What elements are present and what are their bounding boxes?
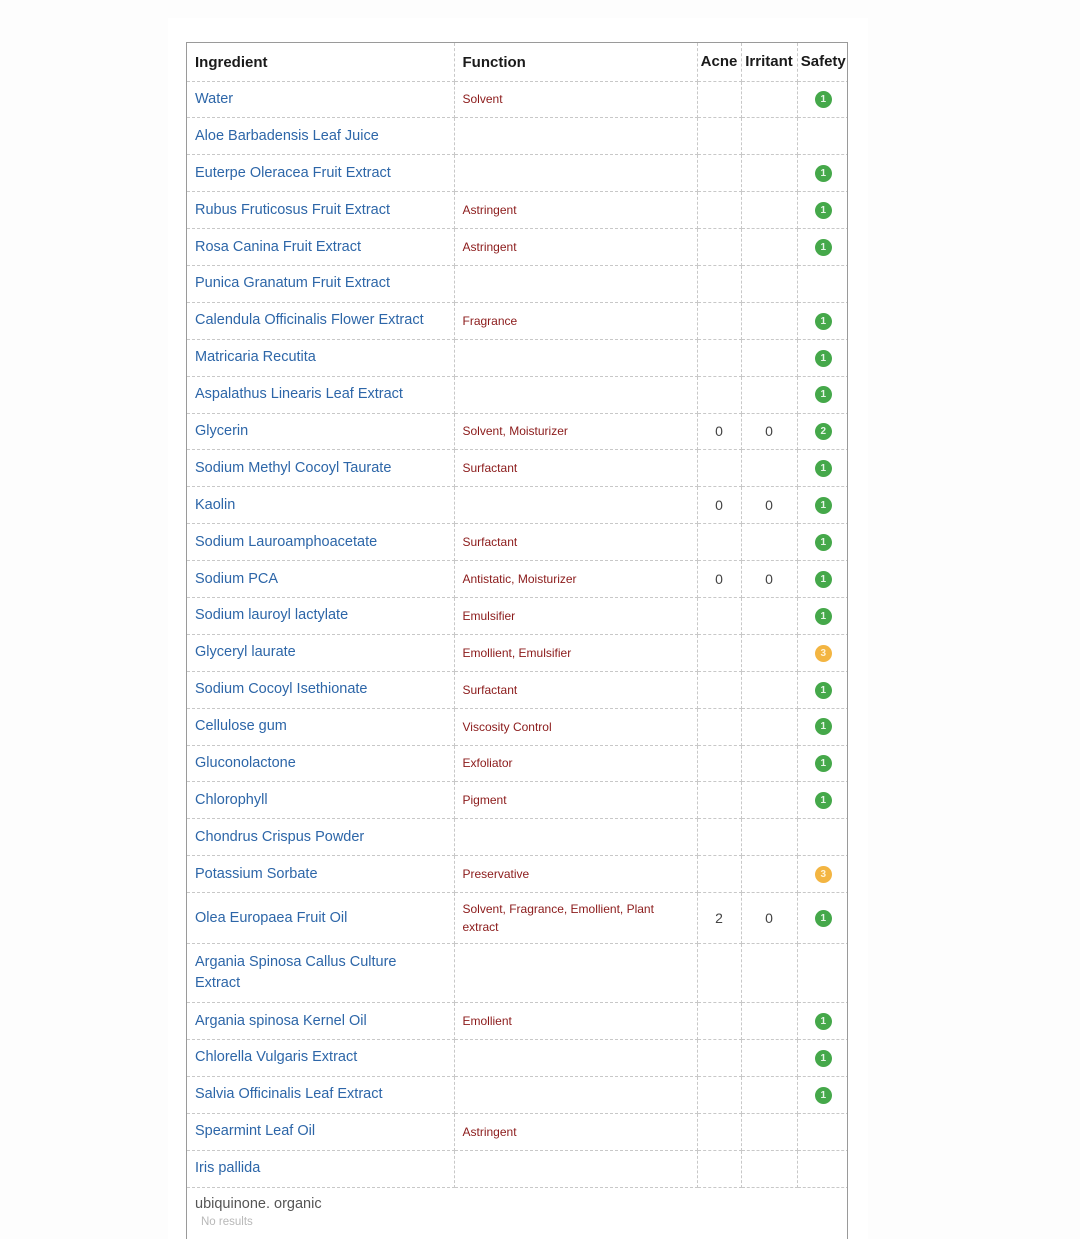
function-cell: Fragrance: [454, 302, 697, 339]
table-row: [187, 413, 848, 450]
acne-rating-cell: [697, 1113, 741, 1150]
function-cell: Solvent, Fragrance, Emollient, Plant extract: [454, 893, 697, 944]
acne-rating-cell: [697, 265, 741, 302]
acne-rating-cell: [697, 192, 741, 229]
acne-rating-cell: [697, 597, 741, 634]
table-row: [187, 192, 848, 229]
ingredient-link[interactable]: Aloe Barbadensis Leaf Juice: [187, 118, 454, 155]
column-header-ingredient[interactable]: Ingredient: [187, 43, 454, 81]
table-row: [187, 634, 848, 671]
function-cell: Antistatic, Moisturizer: [454, 561, 697, 598]
function-cell: Pigment: [454, 782, 697, 819]
table-row: [187, 944, 848, 1003]
irritant-rating-cell: [741, 671, 797, 708]
ingredient-link[interactable]: Sodium PCA: [187, 561, 454, 598]
table-row: [187, 745, 848, 782]
safety-score-badge: 1: [815, 313, 832, 330]
function-cell: Surfactant: [454, 450, 697, 487]
acne-rating-cell: [697, 1076, 741, 1113]
irritant-rating-cell: 0: [741, 893, 797, 944]
function-cell: [454, 944, 697, 1003]
safety-rating-cell: [797, 118, 848, 155]
safety-rating-cell: [797, 944, 848, 1003]
irritant-rating-cell: [741, 339, 797, 376]
irritant-rating-cell: [741, 944, 797, 1003]
function-cell: [454, 339, 697, 376]
table-row: [187, 155, 848, 192]
irritant-rating-cell: [741, 1003, 797, 1040]
acne-rating-cell: [697, 782, 741, 819]
table-row: [187, 597, 848, 634]
function-cell: Solvent, Moisturizer: [454, 413, 697, 450]
acne-rating-cell: 0: [697, 413, 741, 450]
ingredient-link[interactable]: Gluconolactone: [187, 745, 454, 782]
ingredient-link[interactable]: Sodium Lauroamphoacetate: [187, 524, 454, 561]
table-row: [187, 265, 848, 302]
irritant-rating-cell: [741, 856, 797, 893]
acne-rating-cell: [697, 450, 741, 487]
ingredient-link[interactable]: Argania spinosa Kernel Oil: [187, 1003, 454, 1040]
table-header-row: [187, 43, 848, 81]
acne-rating-cell: 0: [697, 561, 741, 598]
safety-rating-cell: [797, 561, 848, 598]
ingredient-link[interactable]: Cellulose gum: [187, 708, 454, 745]
safety-score-badge: 1: [815, 91, 832, 108]
irritant-rating-cell: [741, 118, 797, 155]
function-cell: Viscosity Control: [454, 708, 697, 745]
irritant-rating-cell: 0: [741, 487, 797, 524]
safety-rating-cell: [797, 81, 848, 118]
function-cell: [454, 155, 697, 192]
acne-rating-cell: [697, 155, 741, 192]
irritant-rating-cell: [741, 708, 797, 745]
acne-rating-cell: [697, 745, 741, 782]
irritant-rating-cell: [741, 782, 797, 819]
table-row: [187, 229, 848, 266]
acne-rating-cell: [697, 1150, 741, 1187]
table-row: [187, 1003, 848, 1040]
ingredient-link[interactable]: Matricaria Recutita: [187, 339, 454, 376]
acne-rating-cell: [697, 856, 741, 893]
table-row: [187, 561, 848, 598]
acne-rating-cell: [697, 1003, 741, 1040]
ingredient-link[interactable]: Argania Spinosa Callus Culture Extract: [187, 944, 454, 1003]
safety-rating-cell: [797, 450, 848, 487]
safety-score-badge: 1: [815, 571, 832, 588]
safety-rating-cell: [797, 155, 848, 192]
safety-score-badge: 1: [815, 497, 832, 514]
ingredient-link[interactable]: Sodium Cocoyl Isethionate: [187, 671, 454, 708]
safety-rating-cell: [797, 229, 848, 266]
safety-score-badge: 3: [815, 645, 832, 662]
irritant-rating-cell: [741, 192, 797, 229]
safety-rating-cell: [797, 1003, 848, 1040]
safety-score-badge: 1: [815, 165, 832, 182]
safety-score-badge: 1: [815, 386, 832, 403]
function-cell: [454, 265, 697, 302]
irritant-rating-cell: [741, 376, 797, 413]
acne-rating-cell: [697, 819, 741, 856]
irritant-rating-cell: [741, 1150, 797, 1187]
safety-rating-cell: [797, 265, 848, 302]
table-row: [187, 893, 848, 944]
unmatched-ingredient-row: [187, 1187, 848, 1239]
irritant-rating-cell: 0: [741, 413, 797, 450]
irritant-rating-cell: [741, 819, 797, 856]
safety-rating-cell: [797, 1150, 848, 1187]
acne-rating-cell: [697, 1039, 741, 1076]
function-cell: [454, 118, 697, 155]
acne-rating-cell: [697, 634, 741, 671]
safety-rating-cell: [797, 1113, 848, 1150]
ingredients-table-container: [186, 42, 848, 1239]
safety-score-badge: 1: [815, 534, 832, 551]
irritant-rating-cell: [741, 450, 797, 487]
ingredients-table: [187, 43, 848, 1239]
safety-rating-cell: [797, 856, 848, 893]
table-row: [187, 782, 848, 819]
acne-rating-cell: 2: [697, 893, 741, 944]
irritant-rating-cell: [741, 1076, 797, 1113]
ingredient-link[interactable]: Rosa Canina Fruit Extract: [187, 229, 454, 266]
function-cell: Emollient: [454, 1003, 697, 1040]
irritant-rating-cell: [741, 155, 797, 192]
table-row: [187, 524, 848, 561]
ingredient-link[interactable]: Rubus Fruticosus Fruit Extract: [187, 192, 454, 229]
safety-rating-cell: [797, 819, 848, 856]
table-row: [187, 1150, 848, 1187]
safety-rating-cell: [797, 339, 848, 376]
irritant-rating-cell: [741, 634, 797, 671]
acne-rating-cell: 0: [697, 487, 741, 524]
table-row: [187, 450, 848, 487]
function-cell: Astringent: [454, 1113, 697, 1150]
irritant-rating-cell: [741, 1039, 797, 1076]
ingredient-link[interactable]: Olea Europaea Fruit Oil: [187, 893, 454, 944]
acne-rating-cell: [697, 81, 741, 118]
safety-score-badge: 1: [815, 608, 832, 625]
acne-rating-cell: [697, 302, 741, 339]
safety-score-badge: 3: [815, 866, 832, 883]
ingredient-link[interactable]: Spearmint Leaf Oil: [187, 1113, 454, 1150]
ingredient-link[interactable]: Iris pallida: [187, 1150, 454, 1187]
function-cell: Surfactant: [454, 671, 697, 708]
unmatched-ingredient-name: ubiquinone. organic: [195, 1195, 322, 1212]
safety-rating-cell: [797, 376, 848, 413]
function-cell: Exfoliator: [454, 745, 697, 782]
table-row: [187, 708, 848, 745]
irritant-rating-cell: [741, 302, 797, 339]
table-row: [187, 819, 848, 856]
ingredient-link[interactable]: Kaolin: [187, 487, 454, 524]
function-cell: [454, 1076, 697, 1113]
acne-rating-cell: [697, 944, 741, 1003]
ingredient-link[interactable]: Chlorophyll: [187, 782, 454, 819]
irritant-rating-cell: [741, 81, 797, 118]
safety-rating-cell: [797, 413, 848, 450]
safety-score-badge: 1: [815, 755, 832, 772]
ingredient-link[interactable]: Aspalathus Linearis Leaf Extract: [187, 376, 454, 413]
acne-rating-cell: [697, 118, 741, 155]
function-cell: Solvent: [454, 81, 697, 118]
ingredient-link[interactable]: Glyceryl laurate: [187, 634, 454, 671]
table-row: [187, 376, 848, 413]
ingredient-link[interactable]: Chondrus Crispus Powder: [187, 819, 454, 856]
table-row: [187, 339, 848, 376]
irritant-rating-cell: [741, 597, 797, 634]
safety-score-badge: 1: [815, 460, 832, 477]
safety-score-badge: 1: [815, 1013, 832, 1030]
function-cell: Astringent: [454, 192, 697, 229]
ingredient-link[interactable]: Glycerin: [187, 413, 454, 450]
ingredient-link[interactable]: Euterpe Oleracea Fruit Extract: [187, 155, 454, 192]
ingredient-link[interactable]: Punica Granatum Fruit Extract: [187, 265, 454, 302]
safety-rating-cell: [797, 634, 848, 671]
column-header-function[interactable]: Function: [454, 43, 697, 81]
safety-rating-cell: [797, 597, 848, 634]
table-row: [187, 118, 848, 155]
safety-score-badge: 1: [815, 910, 832, 927]
function-cell: Surfactant: [454, 524, 697, 561]
no-results-note: No results: [201, 1215, 253, 1228]
column-header-safety[interactable]: Safety: [797, 43, 848, 81]
irritant-rating-cell: [741, 1113, 797, 1150]
function-cell: Emulsifier: [454, 597, 697, 634]
irritant-rating-cell: [741, 745, 797, 782]
safety-rating-cell: [797, 524, 848, 561]
ingredient-link[interactable]: Calendula Officinalis Flower Extract: [187, 302, 454, 339]
acne-rating-cell: [697, 229, 741, 266]
function-cell: [454, 1150, 697, 1187]
safety-score-badge: 1: [815, 792, 832, 809]
irritant-rating-cell: [741, 229, 797, 266]
ingredient-link[interactable]: Sodium Methyl Cocoyl Taurate: [187, 450, 454, 487]
safety-rating-cell: [797, 487, 848, 524]
safety-rating-cell: [797, 1076, 848, 1113]
safety-rating-cell: [797, 302, 848, 339]
acne-rating-cell: [697, 376, 741, 413]
table-row: [187, 1039, 848, 1076]
function-cell: [454, 487, 697, 524]
safety-rating-cell: [797, 708, 848, 745]
safety-score-badge: 1: [815, 202, 832, 219]
irritant-rating-cell: [741, 524, 797, 561]
irritant-rating-cell: [741, 265, 797, 302]
function-cell: Preservative: [454, 856, 697, 893]
function-cell: Emollient, Emulsifier: [454, 634, 697, 671]
acne-rating-cell: [697, 524, 741, 561]
function-cell: [454, 1039, 697, 1076]
table-row: [187, 1113, 848, 1150]
ingredient-link[interactable]: Potassium Sorbate: [187, 856, 454, 893]
table-row: [187, 856, 848, 893]
safety-score-badge: 1: [815, 718, 832, 735]
safety-score-badge: 1: [815, 239, 832, 256]
acne-rating-cell: [697, 339, 741, 376]
ingredient-link[interactable]: Salvia Officinalis Leaf Extract: [187, 1076, 454, 1113]
unmatched-ingredient-cell: [187, 1187, 848, 1239]
function-cell: [454, 376, 697, 413]
table-row: [187, 302, 848, 339]
safety-rating-cell: [797, 893, 848, 944]
ingredient-link[interactable]: Water: [187, 81, 454, 118]
acne-rating-cell: [697, 708, 741, 745]
safety-score-badge: 1: [815, 1087, 832, 1104]
safety-rating-cell: [797, 1039, 848, 1076]
column-header-acne[interactable]: Acne: [697, 43, 741, 81]
column-header-irritant[interactable]: Irritant: [741, 43, 797, 81]
table-row: [187, 487, 848, 524]
safety-rating-cell: [797, 782, 848, 819]
table-row: [187, 81, 848, 118]
acne-rating-cell: [697, 671, 741, 708]
safety-rating-cell: [797, 745, 848, 782]
function-cell: Astringent: [454, 229, 697, 266]
table-row: [187, 671, 848, 708]
function-cell: [454, 819, 697, 856]
safety-score-badge: 1: [815, 1050, 832, 1067]
safety-rating-cell: [797, 192, 848, 229]
safety-score-badge: 2: [815, 423, 832, 440]
safety-rating-cell: [797, 671, 848, 708]
safety-score-badge: 1: [815, 682, 832, 699]
table-row: [187, 1076, 848, 1113]
ingredient-link[interactable]: Chlorella Vulgaris Extract: [187, 1039, 454, 1076]
ingredient-link[interactable]: Sodium lauroyl lactylate: [187, 597, 454, 634]
safety-score-badge: 1: [815, 350, 832, 367]
irritant-rating-cell: 0: [741, 561, 797, 598]
